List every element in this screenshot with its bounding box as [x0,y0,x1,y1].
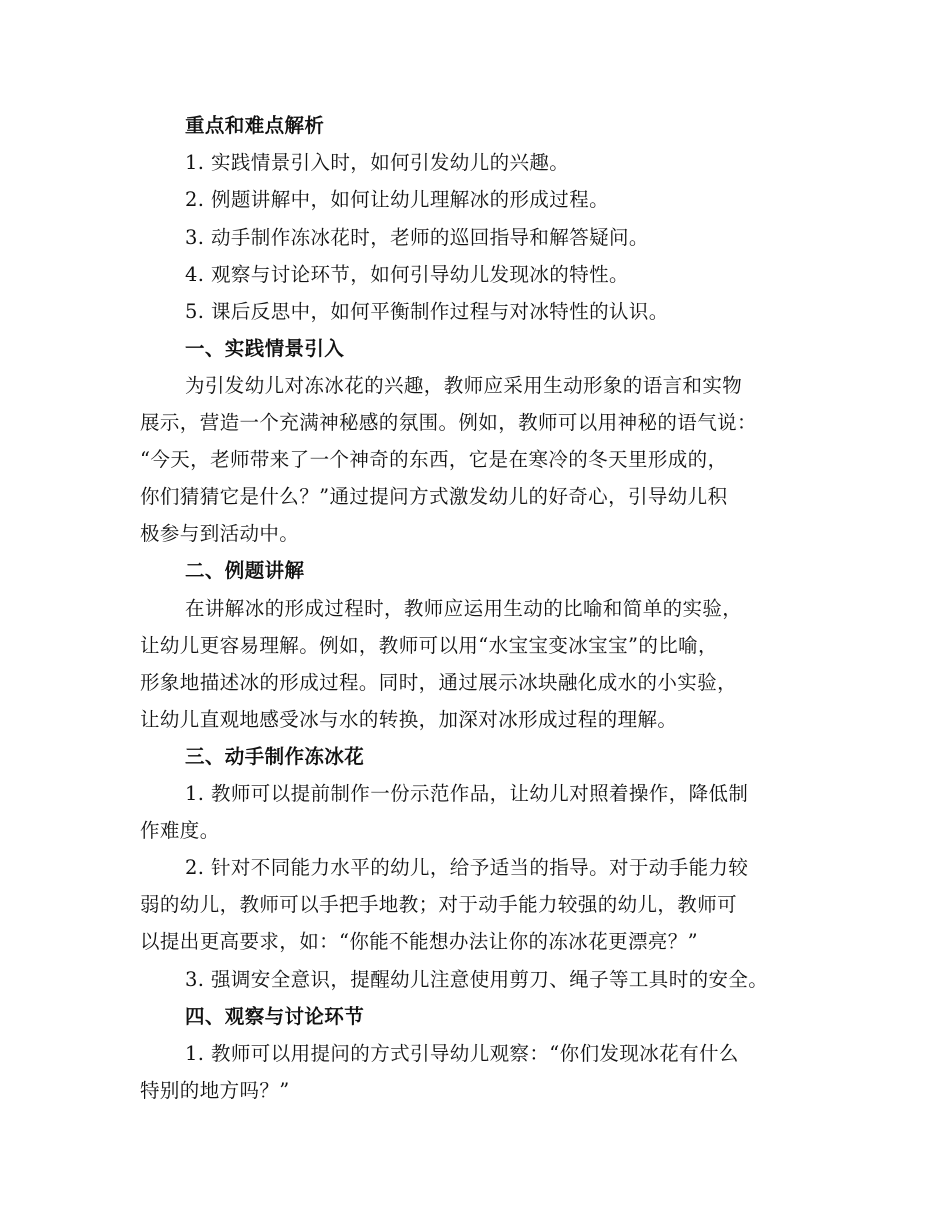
key-point-item: 1. 实践情景引入时，如何引发幼儿的兴趣。 [185,151,570,174]
key-points-heading: 重点和难点解析 [185,114,325,137]
key-point-item: 2. 例题讲解中，如何让幼儿理解冰的形成过程。 [185,188,610,211]
section3-paragraph-line: 作难度。 [140,819,220,842]
section1-paragraph-line: 为引发幼儿对冻冰花的兴趣，教师应采用生动形象的语言和实物 [185,374,743,397]
section4-paragraph-line: 1. 教师可以用提问的方式引导幼儿观察：“你们发现冰花有什么 [185,1042,739,1065]
section3-paragraph-line: 3. 强调安全意识，提醒幼儿注意使用剪刀、绳子等工具时的安全。 [185,968,769,991]
section2-paragraph-line: 在讲解冰的形成过程时，教师应运用生动的比喻和简单的实验， [185,597,743,620]
section3-paragraph-line: 弱的幼儿，教师可以手把手地教；对于动手能力较强的幼儿，教师可 [140,893,738,916]
section4-heading: 四、观察与讨论环节 [185,1005,365,1028]
section2-paragraph-line: 形象地描述冰的形成过程。同时，通过展示冰块融化成水的小实验， [140,671,738,694]
section1-paragraph-line: 极参与到活动中。 [140,522,300,545]
section1-paragraph-line: 你们猜猜它是什么？”通过提问方式激发幼儿的好奇心，引导幼儿积 [140,485,728,508]
section3-heading: 三、动手制作冻冰花 [185,745,365,768]
section3-paragraph-line: 1. 教师可以提前制作一份示范作品，让幼儿对照着操作，降低制 [185,782,749,805]
section2-heading: 二、例题讲解 [185,559,305,582]
section1-paragraph-line: 展示，营造一个充满神秘感的氛围。例如，教师可以用神秘的语气说： [140,411,757,434]
key-point-item: 4. 观察与讨论环节，如何引导幼儿发现冰的特性。 [185,263,629,286]
section1-heading: 一、实践情景引入 [185,337,345,360]
key-point-item: 5. 课后反思中，如何平衡制作过程与对冰特性的认识。 [185,300,669,323]
section2-paragraph-line: 让幼儿更容易理解。例如，教师可以用“水宝宝变冰宝宝”的比喻， [140,634,718,657]
section3-paragraph-line: 2. 针对不同能力水平的幼儿，给予适当的指导。对于动手能力较 [185,856,749,879]
section1-paragraph-line: “今天，老师带来了一个神奇的东西，它是在寒冷的冬天里形成的， [140,448,728,471]
section4-paragraph-line: 特别的地方吗？” [140,1079,290,1102]
section2-paragraph-line: 让幼儿直观地感受冰与水的转换，加深对冰形成过程的理解。 [140,708,678,731]
section3-paragraph-line: 以提出更高要求，如：“你能不能想办法让你的冻冰花更漂亮？” [140,930,699,953]
key-point-item: 3. 动手制作冻冰花时，老师的巡回指导和解答疑问。 [185,226,649,249]
